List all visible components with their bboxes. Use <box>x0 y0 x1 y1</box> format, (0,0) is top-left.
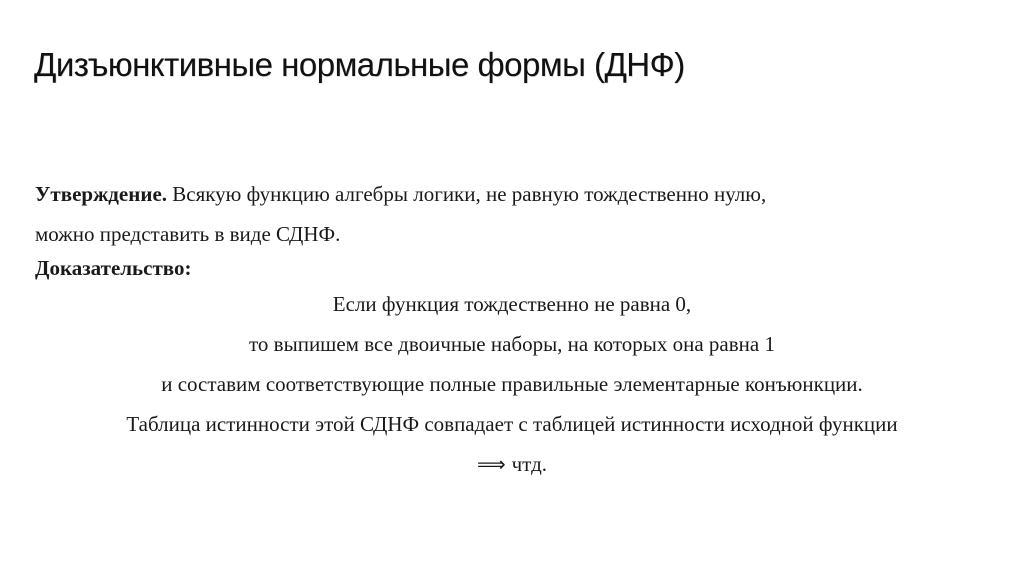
statement-text-2: можно представить в виде СДНФ. <box>35 222 341 246</box>
proof-line: Таблица истинности этой СДНФ совпадает с таблицей истинности исходной функции <box>126 412 898 436</box>
proof-line: то выпишем все двоичные наборы, на которых она равна 1 <box>249 332 775 356</box>
slide-body <box>35 174 995 484</box>
proof-body <box>35 284 995 484</box>
proof-heading-line <box>35 248 995 288</box>
slide-title: Дизъюнктивные нормальные формы (ДНФ) <box>34 46 685 83</box>
proof-line: Если функция тождественно не равна 0, <box>332 292 692 316</box>
proof-line: и составим соответствующие полные правильные элементарные конъюнкции. <box>161 372 863 396</box>
statement-label: Утверждение. <box>35 182 168 206</box>
statement-line-1 <box>35 174 995 214</box>
proof-label: Доказательство: <box>35 256 192 280</box>
conclusion-text: чтд. <box>511 452 548 476</box>
conclusion-line <box>35 444 995 484</box>
statement-text-1: Всякую функцию алгебры логики, не равную тождественно нулю, <box>167 182 767 206</box>
implies-arrow-icon: ⟹ <box>476 452 506 476</box>
